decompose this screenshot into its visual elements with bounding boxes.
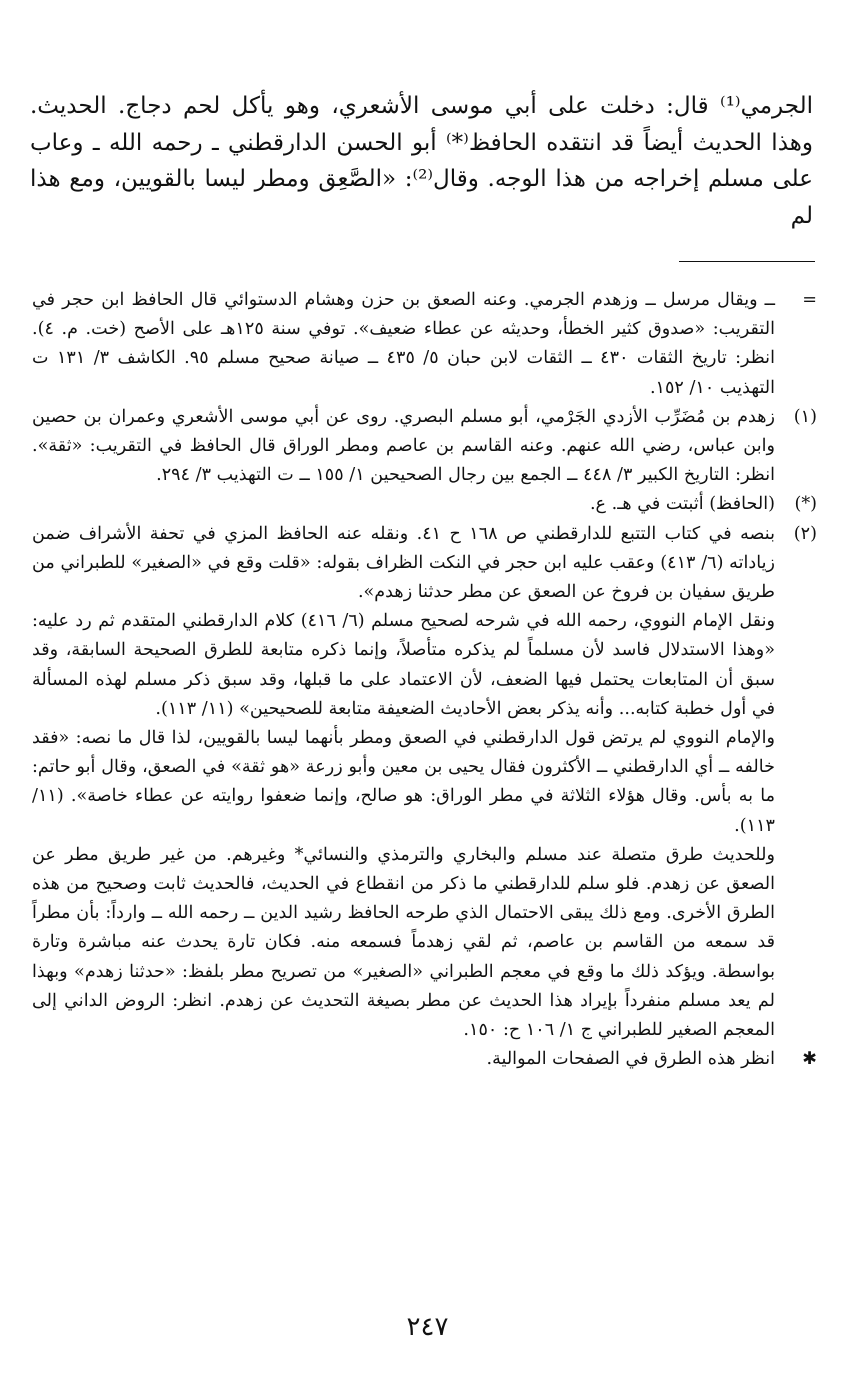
footnote-continuation (32, 286, 817, 403)
footnote-paragraph: والإمام النووي لم يرتض قول الدارقطني في الصعق ومطر بأنهما ليسا بالقويين، لذا قال ما نصه: «فقد خالفه ــ أي الدارقطني ــ الأكثرون فقال يحيى بن معين وأبو زرعة «هو ثقة» في الصعق، وقال أبو حاتم: ما به بأس. وقال هؤلاء الثلاثة في مطر الوراق: هو صالح، وإنما ضعفوا روايته عن عطاء خاصة». (١١/ ١١٣). (32, 728, 775, 836)
footnote-text: (الحافظ) أثبتت في هـ. ع. (589, 494, 775, 515)
footnotes-block (32, 286, 817, 1074)
footnote-number: (*) (794, 494, 817, 515)
footnote-text: زهدم بن مُضَرِّب الأزدي الجَرْمي، أبو مسلم البصري. روى عن أبي موسى الأشعري وعمران بن حصين وابن عباس، رضي الله عنهم. وعنه القاسم بن عاصم ومطر الوراق قال الحافظ في التقريب: «ثقة». انظر: التاريخ الكبير ٣/ ٤٤٨ ــ الجمع بين رجال الصحيحين ١/ ١٥٥ ــ ت التهذيب ٣/ ٢٩٤. (32, 406, 775, 486)
footnote-separator (679, 261, 815, 262)
main-paragraph: الجرمي⁽¹⁾ قال: دخلت على أبي موسى الأشعري، وهو يأكل لحم دجاج. الحديث. وهذا الحديث أيضاً قد انتقده الحافظ⁽*⁾ أبو الحسن الدارقطني ـ رحمه الله ـ وعاب على مسلم إخراجه من هذا الوجه. وقال⁽²⁾: «الصَّعِق ومطر ليسا بالقويين، ومع هذا لم (30, 93, 813, 229)
footnote-2 (32, 520, 817, 1046)
footnote-number: (٢) (793, 523, 817, 544)
page-number: ٢٤٧ (406, 1312, 449, 1342)
footnote-text: انظر هذه الطرق في الصفحات الموالية. (486, 1049, 775, 1070)
footnote-paragraph: بنصه في كتاب التتبع للدارقطني ص ١٦٨ ح ٤١. ونقله عنه الحافظ المزي في تحفة الأشراف ضمن زياداته (٦/ ٤١٣) وعقب عليه ابن حجر في النكت الظراف بقوله: «قلت وقع في «الصغير» للطبراني من طريق سفيان بن فروخ عن الصعق عن مطر حدثنا زهدم». (32, 523, 775, 603)
footnote-paragraph: ونقل الإمام النووي، رحمه الله في شرحه لصحيح مسلم (٦/ ٤١٦) كلام الدارقطني المتقدم ثم رد عليه: «وهذا الاستدلال فاسد لأن مسلماً لم يذكره متأصلاً، وإنما ذكره متابعة للطرق الصحيحة السابقة، وقد سبق أن المتابعات يحتمل فيها الضعف، لأن الاعتماد على ما قبلها، وقد سبق ذكر مسلم لهذه المسألة في أول خطبة كتابه... وأنه يذكر بعض الأحاديث الضعيفة متابعة للصحيحين» (١١/ ١١٣). (32, 611, 775, 719)
continuation-marker: = (802, 290, 817, 310)
footnote-paragraph: وللحديث طرق متصلة عند مسلم والبخاري والترمذي والنسائي* وغيرهم. من غير طريق مطر عن الصعق عن زهدم. فلو سلم للدارقطني ما ذكر من انقطاع في الحديث، فالحديث ثابت وصحيح من هذه الطرق الأخرى. ومع ذلك يبقى الاحتمال الذي طرحه الحافظ رشيد الدين ــ رحمه الله ــ وارداً: بأن مطراً قد سمعه من القاسم بن عاصم، ثم لقي زهدماً فسمعه منه. فكان تارة يحدث عنه مباشرة وتارة بواسطة. ويؤكد ذلك ما وقع في معجم الطبراني «الصغير» من تصريح مطر بلفظ: «حدثنا زهدم» وبهذا لم يعد مسلم منفرداً بإيراد هذا الحديث عن مطر بصيغة التحديث عن زهدم. انظر: الروض الداني إلى المعجم الصغير للطبراني ج ١/ ١٠٦ ح: ١٥٠. (32, 844, 775, 1041)
main-text-block (30, 88, 813, 234)
footnote-star (32, 490, 817, 519)
asterisk-icon: ✱ (802, 1049, 817, 1070)
footnote-asterisk (32, 1045, 817, 1074)
footnote-1 (32, 403, 817, 491)
footnote-text: ــ ويقال مرسل ــ وزهدم الجرمي. وعنه الصعق بن حزن وهشام الدستوائي قال الحافظ ابن حجر في التقريب: «صدوق كثير الخطأ، وحديثه عن عطاء ضعيف». توفي سنة ١٢٥هـ على الأصح (خت. م. ٤). انظر: تاريخ الثقات ٤٣٠ ــ الثقات لابن حبان ٥/ ٤٣٥ ــ صيانة صحيح مسلم ٩٥. الكاشف ٣/ ١٣١ ت التهذيب ١٠/ ١٥٢. (32, 290, 775, 398)
footnote-number: (١) (793, 406, 817, 427)
